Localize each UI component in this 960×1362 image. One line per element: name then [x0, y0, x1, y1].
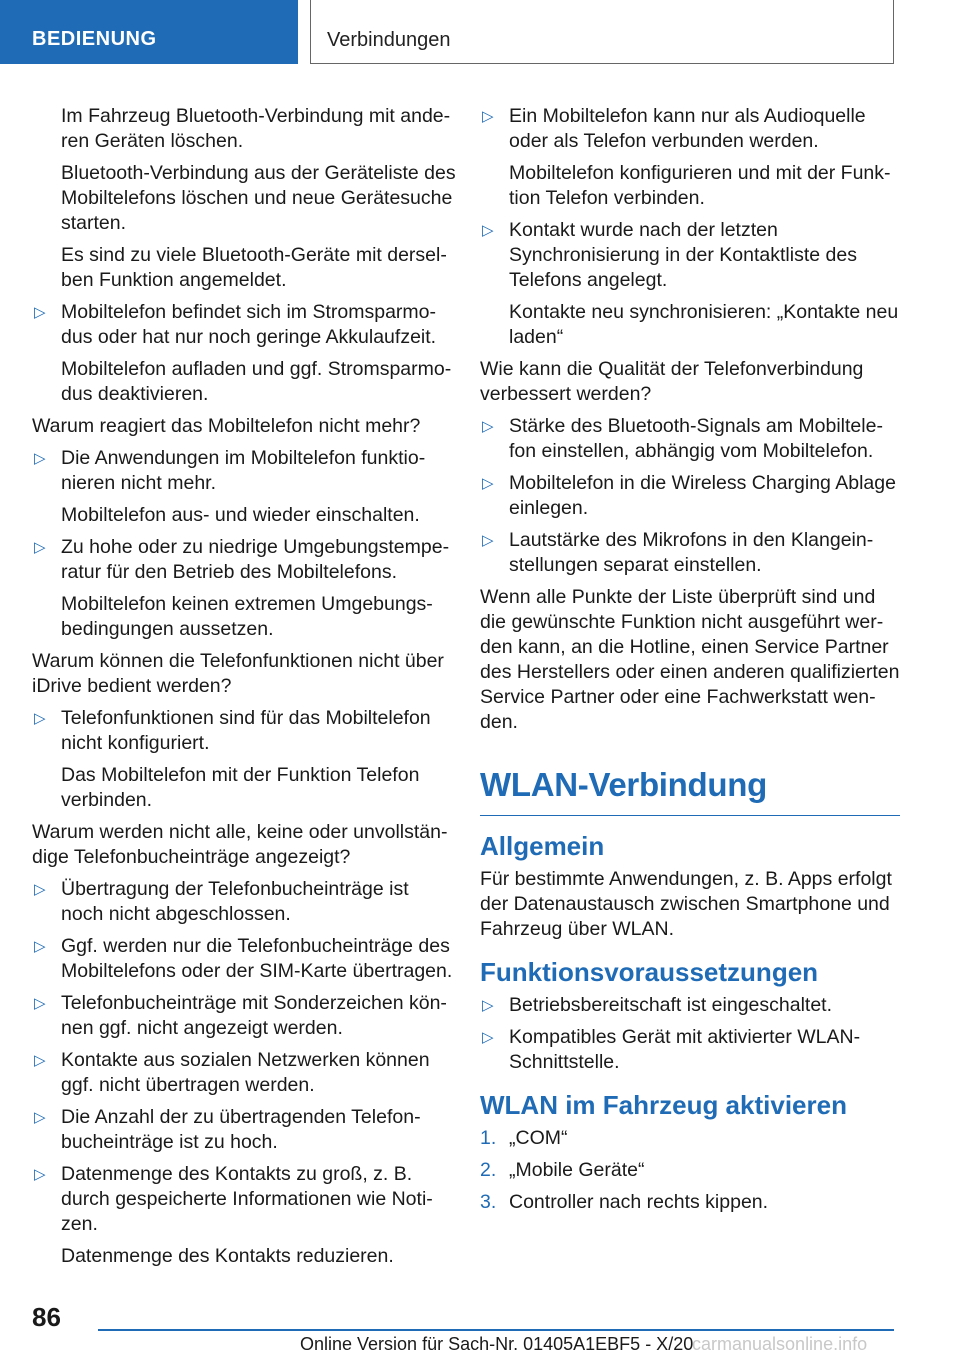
right-column	[480, 104, 900, 1222]
list-item-text: Mobiltelefon in die Wireless Charging Ablage einlegen.	[509, 472, 896, 519]
list-item	[32, 535, 456, 585]
triangle-bullet-icon: ▷	[34, 450, 46, 467]
remedy-text: Mobiltelefon aufladen und ggf. Stromsparmodus deaktivieren.	[61, 358, 452, 405]
remedy-text: Das Mobiltelefon mit der Funktion Telefon verbinden.	[61, 764, 420, 811]
list-item-text: Ggf. werden nur die Telefonbucheinträge des Mobiltelefons oder der SIM-Karte übertragen.	[61, 935, 453, 982]
list-item	[32, 706, 456, 756]
triangle-bullet-icon: ▷	[34, 1109, 46, 1126]
step-item	[480, 1190, 900, 1215]
list-item	[32, 991, 456, 1041]
list-item-text: Lautstärke des Mikrofons in den Klangeinstellungen separat einstellen.	[509, 529, 874, 576]
remedy-text: Datenmenge des Kontakts reduzieren.	[61, 1245, 394, 1267]
list-item-text: Mobiltelefon befindet sich im Stromsparmodus oder hat nur noch geringe Akkulaufzeit.	[61, 301, 437, 348]
subsection-heading: Allgemein	[480, 831, 605, 861]
list-item	[480, 528, 900, 578]
list-item-text: Die Anwendungen im Mobiltelefon funktionieren nicht mehr.	[61, 447, 426, 494]
remedy-text: Mobiltelefon keinen extremen Umgebungsbedingungen aussetzen.	[61, 593, 433, 640]
list-item	[32, 934, 456, 984]
section-tab	[0, 0, 298, 64]
list-item-text: Stärke des Bluetooth-Signals am Mobiltelefon einstellen, abhängig vom Mobiltelefon.	[509, 415, 883, 462]
list-item	[32, 1048, 456, 1098]
step-text: „COM“	[509, 1127, 568, 1149]
list-item-text: Betriebsbereitschaft ist eingeschaltet.	[509, 994, 833, 1016]
remedy-text: Kontakte neu synchronisieren: „Kontakte neu laden“	[509, 301, 899, 348]
list-item	[32, 1105, 456, 1155]
watermark: carmanualsonline.info	[692, 1334, 868, 1354]
step-number: 3.	[480, 1191, 497, 1213]
list-item-text: Übertragung der Telefonbucheinträge ist noch nicht abgeschlossen.	[61, 878, 409, 925]
list-item	[480, 993, 900, 1018]
chapter-header	[310, 0, 894, 64]
list-item	[480, 218, 900, 293]
triangle-bullet-icon: ▷	[482, 475, 494, 492]
section-title: BEDIENUNG	[32, 28, 157, 50]
list-item-text: Die Anzahl der zu übertragenden Telefonbucheinträge ist zu hoch.	[61, 1106, 421, 1153]
paragraph: Warum werden nicht alle, keine oder unvollständige Telefonbucheinträge angezeigt?	[32, 821, 448, 868]
triangle-bullet-icon: ▷	[482, 108, 494, 125]
list-item-text: Telefonfunktionen sind für das Mobiltelefon nicht konfiguriert.	[61, 707, 431, 754]
paragraph: Für bestimmte Anwendungen, z. B. Apps erfolgt der Datenaustausch zwischen Smartphone und Fahrzeug über WLAN.	[480, 868, 892, 940]
list-item-text: Telefonbucheinträge mit Sonderzeichen können ggf. nicht angezeigt werden.	[61, 992, 447, 1039]
triangle-bullet-icon: ▷	[34, 304, 46, 321]
remedy-text: Mobiltelefon konfigurieren und mit der Funktion Telefon verbinden.	[509, 162, 891, 209]
triangle-bullet-icon: ▷	[34, 1166, 46, 1183]
footer-version: Online Version für Sach-Nr. 01405A1EBF5 - X/20	[300, 1334, 694, 1354]
remedy-text: Mobiltelefon aus- und wieder einschalten.	[61, 504, 420, 526]
list-item-text: Zu hohe oder zu niedrige Umgebungstemperatur für den Betrieb des Mobiltelefons.	[61, 536, 450, 583]
list-item	[32, 877, 456, 927]
triangle-bullet-icon: ▷	[34, 539, 46, 556]
paragraph: Wenn alle Punkte der Liste überprüft sind und die gewünschte Funktion nicht ausgeführt werden kann, an die Hotline, einen Service Partner des Herstellers oder einen anderen qualifizierten Service Partner oder eine Fachwerkstatt wenden.	[480, 586, 900, 733]
triangle-bullet-icon: ▷	[482, 1029, 494, 1046]
triangle-bullet-icon: ▷	[34, 1052, 46, 1069]
list-item	[480, 1025, 900, 1075]
triangle-bullet-icon: ▷	[34, 881, 46, 898]
paragraph: Wie kann die Qualität der Telefonverbindung verbessert werden?	[480, 358, 864, 405]
triangle-bullet-icon: ▷	[34, 710, 46, 727]
chapter-title: Verbindungen	[327, 29, 451, 51]
list-item	[480, 414, 900, 464]
triangle-bullet-icon: ▷	[34, 938, 46, 955]
list-item	[480, 104, 900, 154]
triangle-bullet-icon: ▷	[482, 222, 494, 239]
triangle-bullet-icon: ▷	[34, 995, 46, 1012]
footer	[300, 1334, 868, 1355]
list-item-text: Ein Mobiltelefon kann nur als Audioquelle oder als Telefon verbunden werden.	[509, 105, 866, 152]
page-number: 86	[32, 1302, 61, 1332]
step-item	[480, 1158, 900, 1183]
subsection-heading: Funktionsvoraussetzungen	[480, 957, 819, 987]
list-item	[32, 446, 456, 496]
list-item	[32, 300, 456, 350]
list-item-text: Kontakt wurde nach der letzten Synchronisierung in der Kontaktliste des Telefons angelegt.	[509, 219, 857, 291]
step-item	[480, 1126, 900, 1151]
triangle-bullet-icon: ▷	[482, 997, 494, 1014]
remedy-text: Es sind zu viele Bluetooth-Geräte mit derselben Funktion angemeldet.	[61, 244, 447, 291]
triangle-bullet-icon: ▷	[482, 532, 494, 549]
step-number: 1.	[480, 1127, 497, 1149]
triangle-bullet-icon: ▷	[482, 418, 494, 435]
left-column	[32, 104, 456, 1276]
list-item-text: Kompatibles Gerät mit aktivierter WLAN-Schnittstelle.	[509, 1026, 861, 1073]
remedy-text: Bluetooth-Verbindung aus der Geräteliste des Mobiltelefons löschen und neue Gerätesuche starten.	[61, 162, 456, 234]
footer-rule	[98, 1329, 894, 1331]
list-item-text: Datenmenge des Kontakts zu groß, z. B. durch gespeicherte Informationen wie Notizen.	[61, 1163, 433, 1235]
list-item-text: Kontakte aus sozialen Netzwerken können ggf. nicht übertragen werden.	[61, 1049, 430, 1096]
section-heading: WLAN-Verbindung	[480, 765, 900, 816]
step-number: 2.	[480, 1159, 497, 1181]
list-item	[480, 471, 900, 521]
subsection-heading: WLAN im Fahrzeug aktivieren	[480, 1090, 847, 1120]
step-text: Controller nach rechts kippen.	[509, 1191, 769, 1213]
step-text: „Mobile Geräte“	[509, 1159, 645, 1181]
paragraph: Warum können die Telefonfunktionen nicht über iDrive bedient werden?	[32, 650, 444, 697]
remedy-text: Im Fahrzeug Bluetooth-Verbindung mit anderen Geräten löschen.	[61, 105, 451, 152]
list-item	[32, 1162, 456, 1237]
paragraph: Warum reagiert das Mobiltelefon nicht mehr?	[32, 415, 421, 437]
